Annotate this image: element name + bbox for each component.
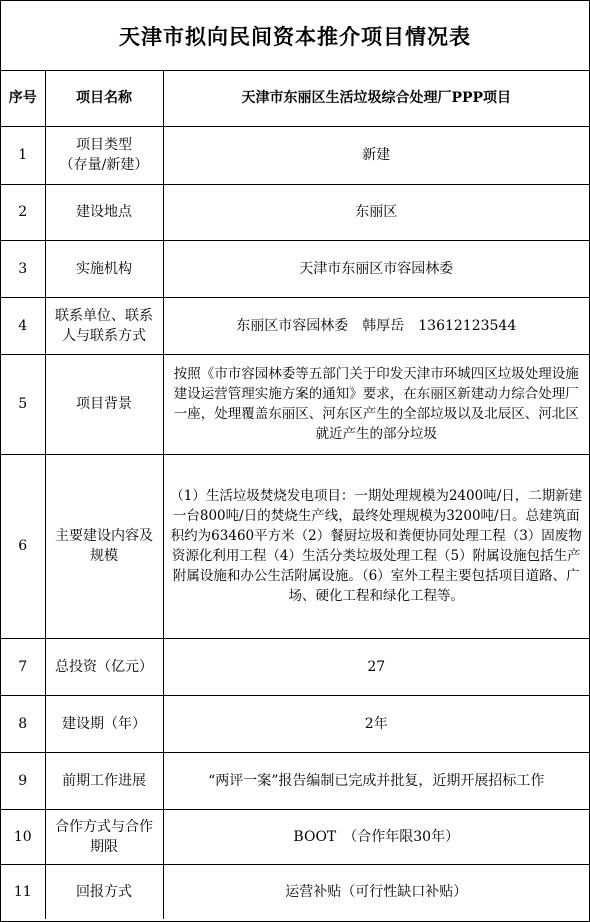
row-value: （1）生活垃圾焚烧发电项目：一期处理规模为2400吨/日，二期新建一台800吨/日的焚烧生产线，最终处理规模为3200吨/日。总建筑面积约为63460平方米（2）餐厨垃圾和粪便协同处理工程（3）固废物资源化利用工程（4）生活分类垃圾处理工程（5）附属设施包括生产附属设施和办公生活附属设施。（6）室外工程主要包括项目道路、广场、硬化工程和绿化工程等。 — [163, 454, 589, 638]
row-label: 实施机构 — [45, 240, 163, 297]
row-no: 6 — [1, 454, 45, 638]
table-row — [1, 240, 589, 297]
row-value: 按照《市市容园林委等五部门关于印发天津市环城四区垃圾处理设施建设运营管理实施方案的通知》要求，在东丽区新建动力综合处理厂一座，处理覆盖东丽区、河东区产生的全部垃圾以及北辰区、河北区就近产生的部分垃圾 — [163, 354, 589, 454]
row-label: 回报方式 — [45, 864, 163, 919]
row-value: 2年 — [163, 695, 589, 752]
row-label: 建设地点 — [45, 184, 163, 240]
row-label: 前期工作进展 — [45, 752, 163, 809]
row-value: BOOT （合作年限30年） — [163, 809, 589, 864]
row-label: 主要建设内容及 规模 — [45, 454, 163, 638]
row-label: 合作方式与合作 期限 — [45, 809, 163, 864]
row-value: 东丽区市容园林委 韩厚岳 13612123544 — [163, 297, 589, 354]
row-value: 天津市东丽区市容园林委 — [163, 240, 589, 297]
table-row — [1, 638, 589, 695]
table-row — [1, 454, 589, 638]
row-label: 项目类型 （存量/新建） — [45, 126, 163, 184]
table-row — [1, 354, 589, 454]
row-no: 4 — [1, 297, 45, 354]
row-no: 3 — [1, 240, 45, 297]
table-row — [1, 184, 589, 240]
row-no: 2 — [1, 184, 45, 240]
table-row — [1, 297, 589, 354]
row-no: 5 — [1, 354, 45, 454]
row-no: 11 — [1, 864, 45, 919]
row-value: 东丽区 — [163, 184, 589, 240]
row-no: 7 — [1, 638, 45, 695]
row-no: 8 — [1, 695, 45, 752]
table-header-row — [1, 71, 589, 126]
row-value: 新建 — [163, 126, 589, 184]
page-title: 天津市拟向民间资本推介项目情况表 — [1, 1, 589, 71]
table-row — [1, 126, 589, 184]
row-value: “两评一案”报告编制已完成并批复，近期开展招标工作 — [163, 752, 589, 809]
row-no: 1 — [1, 126, 45, 184]
table-row — [1, 695, 589, 752]
row-label: 总投资（亿元） — [45, 638, 163, 695]
table-row — [1, 752, 589, 809]
row-value: 27 — [163, 638, 589, 695]
row-value: 运营补贴（可行性缺口补贴） — [163, 864, 589, 919]
header-item: 项目名称 — [45, 71, 163, 126]
project-table — [1, 71, 589, 919]
header-no: 序号 — [1, 71, 45, 126]
row-label: 建设期（年） — [45, 695, 163, 752]
row-no: 9 — [1, 752, 45, 809]
table-row — [1, 809, 589, 864]
row-label: 联系单位、联系 人与联系方式 — [45, 297, 163, 354]
table-row — [1, 864, 589, 919]
row-no: 10 — [1, 809, 45, 864]
header-project-name: 天津市东丽区生活垃圾综合处理厂PPP项目 — [163, 71, 589, 126]
row-label: 项目背景 — [45, 354, 163, 454]
